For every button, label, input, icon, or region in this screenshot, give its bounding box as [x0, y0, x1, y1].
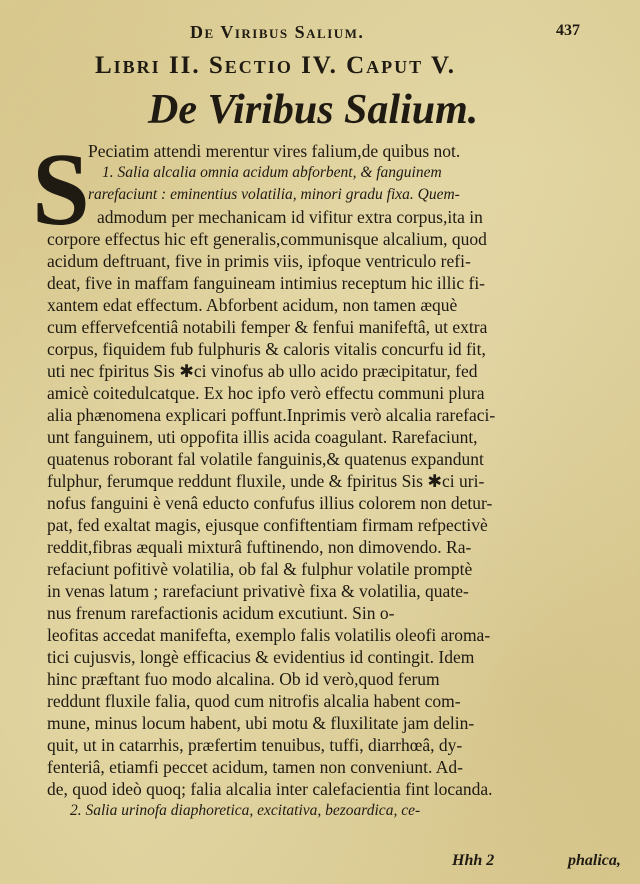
text-line: hinc præftant fuo modo alcalina. Ob id verò,quod ferum: [47, 669, 440, 689]
text-line: leofitas accedat manifefta, exemplo falis volatilis oleofi aroma-: [47, 625, 491, 645]
text-line: corpore effectus hic eft generalis,communisque alcalium, quod: [47, 229, 487, 249]
chapter-title: De Viribus Salium.: [148, 87, 479, 133]
page-number: 437: [556, 22, 580, 39]
text-line: Peciatim attendi merentur vires falium,de quibus not.: [88, 141, 461, 161]
text-line: in venas latum ; rarefaciunt privativè fixa & volatilia, quate-: [47, 581, 469, 601]
running-title: De Viribus Salium.: [190, 22, 365, 42]
text-line: acidum deftruant, five in primis viis, ipfoque ventriculo refi-: [47, 251, 471, 271]
signature-mark: Hhh 2: [452, 852, 495, 869]
text-line: uti nec fpiritus Sis ✱ci vinofus ab ullo acido præcipitatur, fed: [47, 361, 478, 381]
text-line: fulphur, ferumque reddunt fluxile, unde & fpiritus Sis ✱ci uri-: [47, 471, 485, 491]
text-line: reddunt fluxile falia, quod cum nitrofis alcalia habent com-: [47, 691, 461, 711]
text-line: mune, minus locum habent, ubi motu & fluxilitate jam delin-: [47, 713, 475, 733]
text-line: admodum per mechanicam id vifitur extra corpus,ita in: [97, 207, 483, 227]
text-line: unt fanguinem, uti oppofita illis acida coagulant. Rarefaciunt,: [47, 427, 478, 447]
text-line: rarefaciunt : eminentius volatilia, minori gradu fixa. Quem-: [88, 186, 460, 203]
text-line: deat, five in maffam fanguineam intimius receptum hic illic fi-: [47, 273, 486, 293]
text-line: amicè coitedulcatque. Ex hoc ipfo verò effectu communi plura: [47, 383, 485, 403]
text-line: xantem edat effectum. Abforbent acidum, non tamen æquè: [47, 295, 458, 315]
text-line: quit, ut in catarrhis, præfertim tenuibus, tuffi, diarrhœâ, dy-: [47, 735, 463, 755]
text-line: tici cujusvis, longè efficacius & evidentius id contingit. Idem: [47, 647, 475, 667]
section-heading: Libri II. Sectio IV. Caput V.: [95, 52, 457, 79]
text-line: reddit,fibras æquali mixturâ fuftinendo, non dimovendo. Ra-: [47, 537, 472, 557]
text-line: 1. Salia alcalia omnia acidum abforbent, & fanguinem: [102, 164, 442, 181]
text-line: de, quod ideò quoq; falia alcalia inter calefacientia fint locanda.: [47, 779, 493, 799]
drop-capital: S: [32, 132, 90, 247]
text-line: corpus, fiquidem fub fulphuris & caloris vitalis concurfu id fit,: [47, 339, 486, 359]
text-line: fenteriâ, etiamfi peccet acidum, tamen non conveniunt. Ad-: [47, 757, 463, 777]
text-line: nus frenum rarefactionis acidum excutiunt. Sin o-: [47, 603, 395, 623]
text-line: refaciunt pofitivè volatilia, ob fal & fulphur volatile promptè: [47, 559, 473, 579]
text-line: cum effervefcentiâ notabili femper & fenfui manifeftâ, ut extra: [47, 317, 488, 337]
text-line: alia phænomena explicari poffunt.Inprimis verò alcalia rarefaci-: [47, 405, 496, 425]
text-line: nofus fanguini è venâ educto confufus illius colorem non detur-: [47, 493, 493, 513]
text-line: 2. Salia urinofa diaphoretica, excitativa, bezoardica, ce-: [70, 802, 421, 819]
text-line: quatenus roborant fal volatile fanguinis,& quatenus expandunt: [47, 449, 484, 469]
catchword: phalica,: [568, 852, 621, 869]
text-line: pat, fed exaltat magis, ejusque confiftentiam firmam refpectivè: [47, 515, 488, 535]
